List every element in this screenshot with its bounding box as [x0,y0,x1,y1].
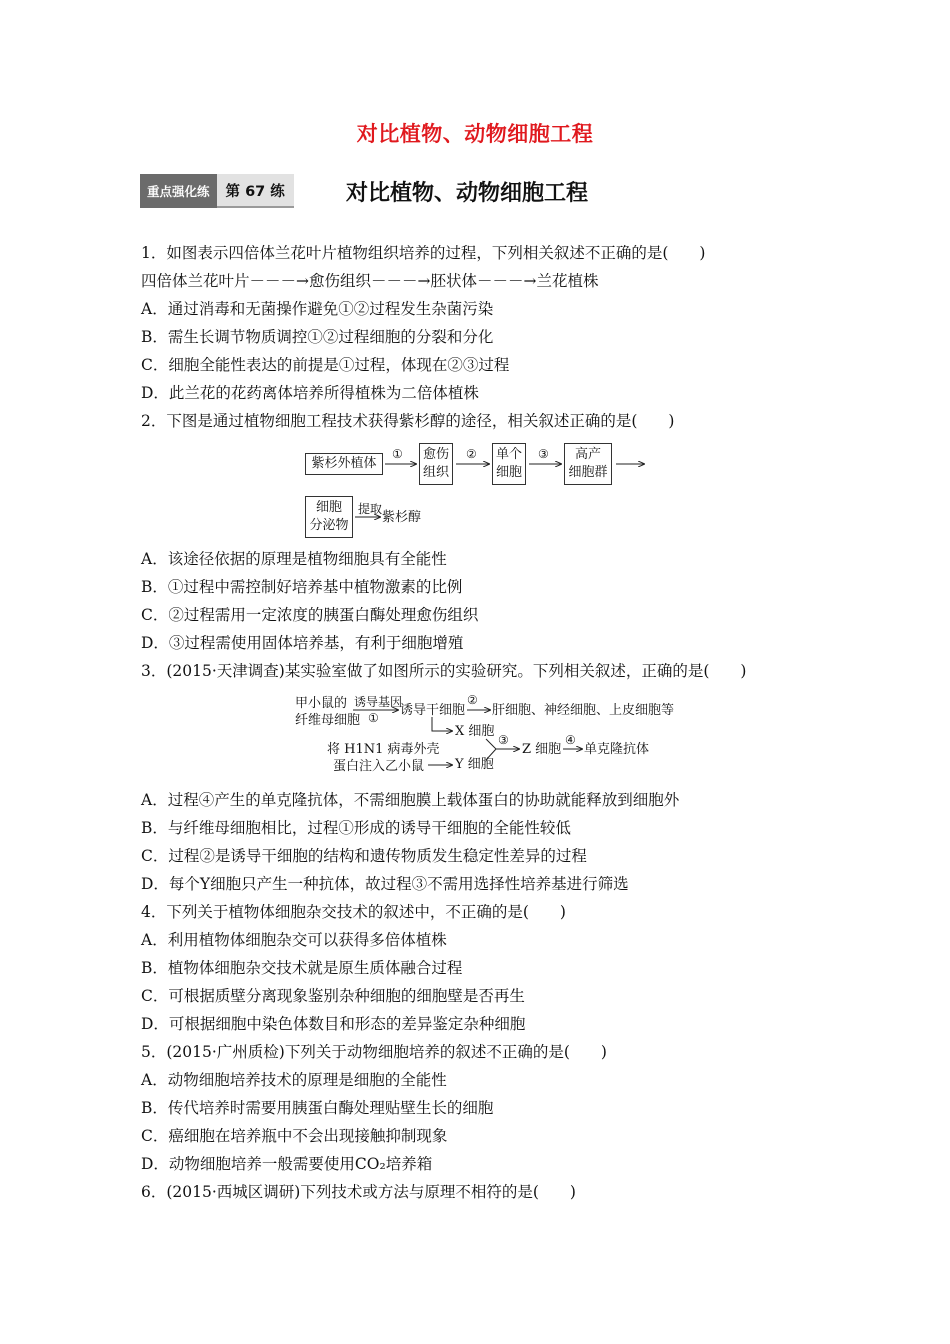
q2-option-b: B．①过程中需控制好培养基中植物激素的比例 [141,578,463,596]
q3-z-cell: Z 细胞 [522,742,562,757]
q1-option-d: D．此兰花的花药离体培养所得植株为二倍体植株 [141,384,479,402]
q3-option-d: D．每个Y细胞只产生一种抗体，故过程③不需用选择性培养基进行筛选 [141,875,629,893]
q3-step-2: ② [467,693,478,707]
q2-box-secretion: 细胞 分泌物 [305,496,353,538]
q3-step-3: ③ [498,733,509,747]
q1-option-b: B．需生长调节物质调控①②过程细胞的分裂和分化 [141,328,494,346]
q2-box-explant: 紫杉外植体 [305,453,383,475]
q2-box-high-yield: 高产 细胞群 [564,443,612,485]
q3-virus-line2: 蛋白注入乙小鼠 [333,759,425,774]
q2-stem: 2．下图是通过植物细胞工程技术获得紫杉醇的途径，相关叙述正确的是( ) [141,412,675,430]
q3-option-c: C．过程②是诱导干细胞的结构和遗传物质发生稳定性差异的过程 [141,847,587,865]
q3-source-line1: 甲小鼠的 [295,696,348,711]
q3-x-cell: X 细胞 [455,724,495,739]
document-title: 对比植物、动物细胞工程 [356,122,594,146]
badge-category: 重点强化练 [140,174,217,208]
q3-monoclonal-antibody: 单克隆抗体 [584,742,650,757]
section-title: 对比植物、动物细胞工程 [346,181,589,206]
q2-step-1: ① [392,447,403,461]
q3-step-1: ① [368,711,379,725]
q2-option-c: C．②过程需用一定浓度的胰蛋白酶处理愈伤组织 [141,606,479,624]
q4-option-c: C．可根据质壁分离现象鉴别杂种细胞的细胞壁是否再生 [141,987,525,1005]
q2-product: 紫杉醇 [382,510,422,525]
q3-step-4: ④ [565,733,576,747]
q3-target-cells: 肝细胞、神经细胞、上皮细胞等 [492,703,675,718]
q3-virus-line1: 将 H1N1 病毒外壳 [327,742,440,757]
q2-step-3: ③ [538,447,549,461]
badge-number: 第 67 练 [217,174,294,208]
q2-option-d: D．③过程需使用固体培养基，有利于细胞增殖 [141,634,464,652]
q2-box-callus: 愈伤 组织 [419,443,453,485]
q5-option-d: D．动物细胞培养一般需要使用CO₂培养箱 [141,1155,433,1173]
q2-step-2: ② [466,447,477,461]
q2-box-single-cell: 单个 细胞 [492,443,526,485]
q5-option-a: A．动物细胞培养技术的原理是细胞的全能性 [141,1071,447,1089]
q1-stem: 1．如图表示四倍体兰花叶片植物组织培养的过程，下列相关叙述不正确的是( ) [141,244,706,262]
q5-option-c: C．癌细胞在培养瓶中不会出现接触抑制现象 [141,1127,448,1145]
q1-option-c: C．细胞全能性表达的前提是①过程，体现在②③过程 [141,356,510,374]
q5-stem: 5．(2015·广州质检)下列关于动物细胞培养的叙述不正确的是( ) [141,1043,607,1061]
q3-ips-cell: 诱导干细胞 [400,703,466,718]
q4-option-a: A．利用植物体细胞杂交可以获得多倍体植株 [141,931,447,949]
q4-option-d: D．可根据细胞中染色体数目和形态的差异鉴定杂种细胞 [141,1015,526,1033]
q3-option-a: A．过程④产生的单克隆抗体，不需细胞膜上载体蛋白的协助就能释放到细胞外 [141,791,680,809]
q2-option-a: A．该途径依据的原理是植物细胞具有全能性 [141,550,447,568]
q1-flow: 四倍体兰花叶片－－－→愈伤组织－－－→胚状体－－－→兰花植株 [141,272,599,290]
q6-stem: 6．(2015·西城区调研)下列技术或方法与原理不相符的是( ) [141,1183,576,1201]
q1-option-a: A．通过消毒和无菌操作避免①②过程发生杂菌污染 [141,300,494,318]
q3-source-line2: 纤维母细胞 [295,713,361,728]
q3-option-b: B．与纤维母细胞相比，过程①形成的诱导干细胞的全能性较低 [141,819,571,837]
q3-induce-label: 诱导基因 [354,695,403,709]
q3-stem: 3．(2015·天津调查)某实验室做了如图所示的实验研究。下列相关叙述，正确的是( ) [141,662,747,680]
q4-stem: 4．下列关于植物体细胞杂交技术的叙述中，不正确的是( ) [141,903,566,921]
q2-extract-label: 提取 [358,502,383,516]
q3-y-cell: Y 细胞 [455,757,494,772]
q5-option-b: B．传代培养时需要用胰蛋白酶处理贴壁生长的细胞 [141,1099,494,1117]
q4-option-b: B．植物体细胞杂交技术就是原生质体融合过程 [141,959,463,977]
